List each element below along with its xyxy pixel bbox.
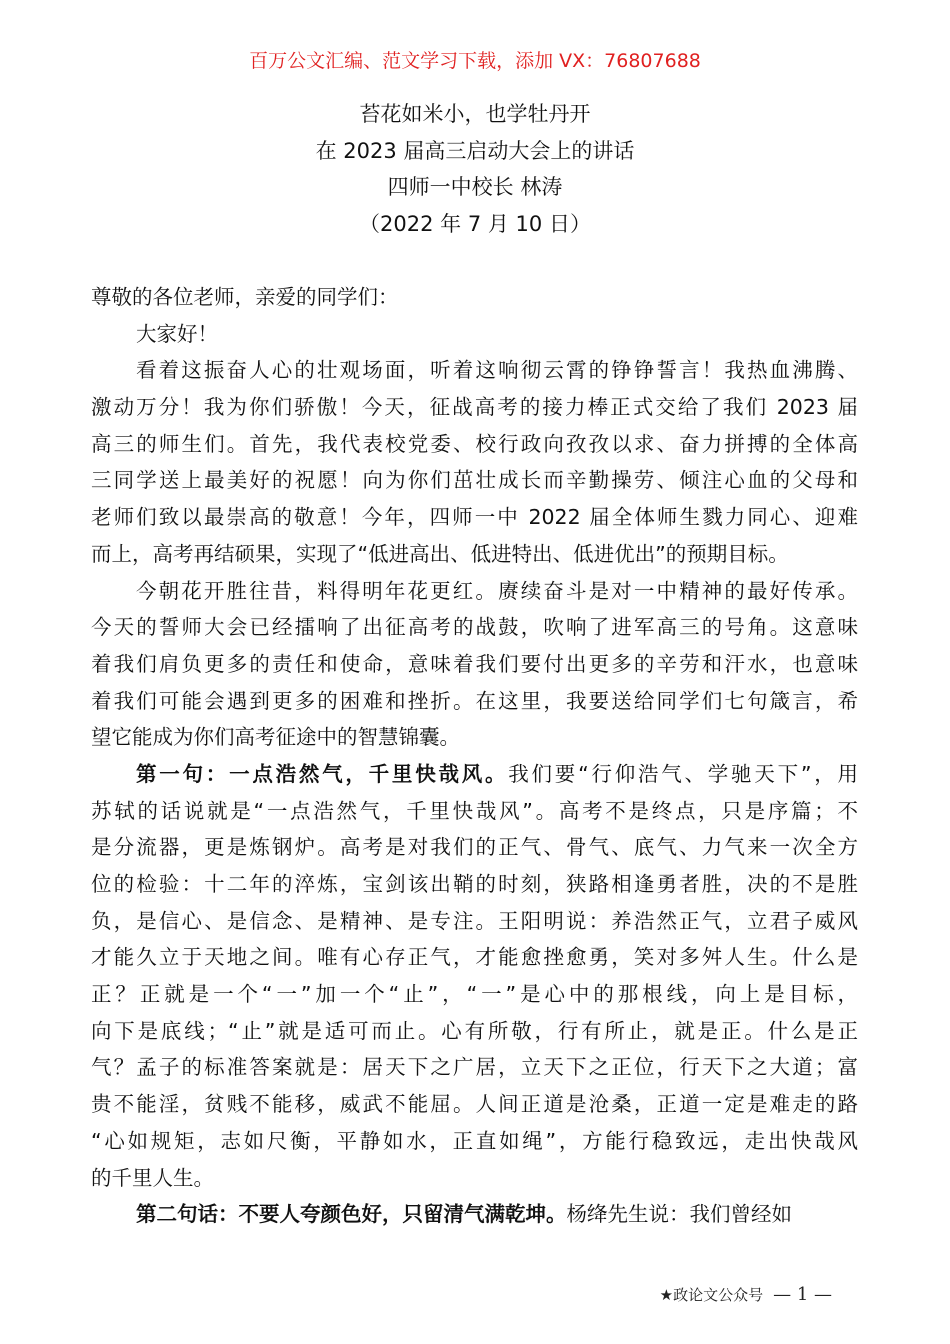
text-line bbox=[91, 352, 858, 389]
paragraph bbox=[91, 1196, 858, 1233]
main-title: 苔花如米小，也学牡丹开 bbox=[359, 102, 591, 126]
text-line bbox=[91, 793, 858, 830]
section-heading: 第一句：一点浩然气，千里快哉风。 bbox=[136, 761, 509, 786]
line-text: 大家好！ bbox=[136, 321, 218, 346]
author: 四师一中校长 林涛 bbox=[387, 175, 563, 200]
paragraph bbox=[91, 756, 858, 1196]
text-line bbox=[91, 903, 858, 940]
text-line bbox=[91, 1013, 858, 1050]
text-line bbox=[91, 976, 858, 1013]
text-line bbox=[91, 316, 858, 353]
line-text: 望它能成为你们高考征途中的智慧锦囊。 bbox=[91, 725, 460, 750]
line-text: 杨绛先生说：我们曾经如 bbox=[566, 1202, 792, 1227]
text-line bbox=[91, 829, 858, 866]
line-text: 高三的师生们。首先，我代表校党委、校行政向孜孜以求、奋力拼搏的全体高 bbox=[91, 431, 858, 456]
line-text: 激动万分！我为你们骄傲！今天，征战高考的接力棒正式交给了我们 2023 届 bbox=[91, 395, 858, 420]
line-text: 贵不能淫，贫贱不能移，威武不能屈。人间正道是沧桑，正道一定是难走的路 bbox=[91, 1092, 858, 1117]
line-text: 才能久立于天地之间。唯有心存正气，才能愈挫愈勇，笑对多舛人生。什么是 bbox=[91, 945, 858, 970]
line-text: 正？正就是一个“一”加一个“止”，“一”是心中的那根线，向上是目标， bbox=[91, 982, 858, 1007]
page-footer bbox=[660, 1284, 832, 1305]
text-line bbox=[91, 462, 858, 499]
text-line bbox=[91, 1196, 858, 1233]
line-text: 老师们致以最崇高的敬意！今年，四师一中 2022 届全体师生戮力同心、迎难 bbox=[91, 505, 858, 530]
line-text: 是分流器，更是炼钢炉。高考是对我们的正气、骨气、底气、力气来一次全方 bbox=[91, 835, 858, 860]
line-text: 的千里人生。 bbox=[91, 1165, 214, 1190]
watermark-banner: 百万公文汇编、范文学习下载，添加 VX：76807688 bbox=[249, 50, 701, 72]
subtitle: 在 2023 届高三启动大会上的讲话 bbox=[315, 138, 635, 163]
date: （2022 年 7 月 10 日） bbox=[359, 212, 591, 237]
text-line bbox=[91, 646, 858, 683]
document-body bbox=[91, 279, 858, 1233]
section-heading: 第二句话：不要人夸颜色好，只留清气满乾坤。 bbox=[136, 1202, 567, 1227]
line-text: 我们要“行仰浩气、学驰天下”，用 bbox=[508, 761, 858, 786]
text-line bbox=[91, 1086, 858, 1123]
text-line bbox=[91, 1160, 858, 1197]
text-line bbox=[91, 609, 858, 646]
paragraph bbox=[91, 573, 858, 756]
text-line bbox=[91, 573, 858, 610]
line-text: 负，是信心、是信念、是精神、是专注。王阳明说：养浩然正气，立君子威风 bbox=[91, 908, 858, 933]
paragraph bbox=[91, 352, 858, 572]
line-text: 今天的誓师大会已经擂响了出征高考的战鼓，吹响了进军高三的号角。这意味 bbox=[91, 615, 858, 640]
text-line bbox=[91, 756, 858, 793]
text-line bbox=[91, 866, 858, 903]
text-line bbox=[91, 1049, 858, 1086]
line-text: 看着这振奋人心的壮观场面，听着这响彻云霄的铮铮誓言！我热血沸腾、 bbox=[136, 358, 858, 383]
line-text: 三同学送上最美好的祝愿！向为你们茁壮成长而辛勤操劳、倾注心血的父母和 bbox=[91, 468, 858, 493]
paragraph bbox=[91, 279, 858, 316]
text-line bbox=[91, 1123, 858, 1160]
line-text: “心如规矩，志如尺衡，平静如水，正直如绳”，方能行稳致远，走出快哉风 bbox=[91, 1128, 858, 1153]
text-line bbox=[91, 499, 858, 536]
line-text: 气？孟子的标准答案就是：居天下之广居，立天下之正位，行天下之大道；富 bbox=[91, 1055, 858, 1080]
line-text: 着我们肩负更多的责任和使命，意味着我们要付出更多的辛劳和汗水，也意味 bbox=[91, 651, 858, 676]
line-text: 位的检验：十二年的淬炼，宝剑该出鞘的时刻，狭路相逢勇者胜，决的不是胜 bbox=[91, 872, 858, 896]
paragraph bbox=[91, 316, 858, 353]
text-line bbox=[91, 279, 858, 316]
text-line bbox=[91, 426, 858, 463]
line-text: 向下是底线；“止”就是适可而止。心有所敬，行有所止，就是正。什么是正 bbox=[91, 1018, 858, 1043]
footer-label: ★政论文公众号 bbox=[659, 1286, 764, 1304]
line-text: 尊敬的各位老师，亲爱的同学们： bbox=[91, 285, 399, 309]
text-line bbox=[91, 939, 858, 976]
title-block bbox=[0, 96, 950, 243]
line-text: 苏轼的话说就是“一点浩然气，千里快哉风”。高考不是终点，只是序篇；不 bbox=[91, 798, 858, 823]
text-line bbox=[91, 389, 858, 426]
line-text: 今朝花开胜往昔，料得明年花更红。赓续奋斗是对一中精神的最好传承。 bbox=[136, 578, 858, 603]
text-line bbox=[91, 683, 858, 720]
line-text: 而上，高考再结硕果，实现了“低进高出、低进特出、低进优出”的预期目标。 bbox=[91, 541, 789, 566]
text-line bbox=[91, 536, 858, 573]
page-number: — 1 — bbox=[773, 1284, 832, 1305]
line-text: 着我们可能会遇到更多的困难和挫折。在这里，我要送给同学们七句箴言，希 bbox=[91, 688, 858, 713]
text-line bbox=[91, 719, 858, 756]
